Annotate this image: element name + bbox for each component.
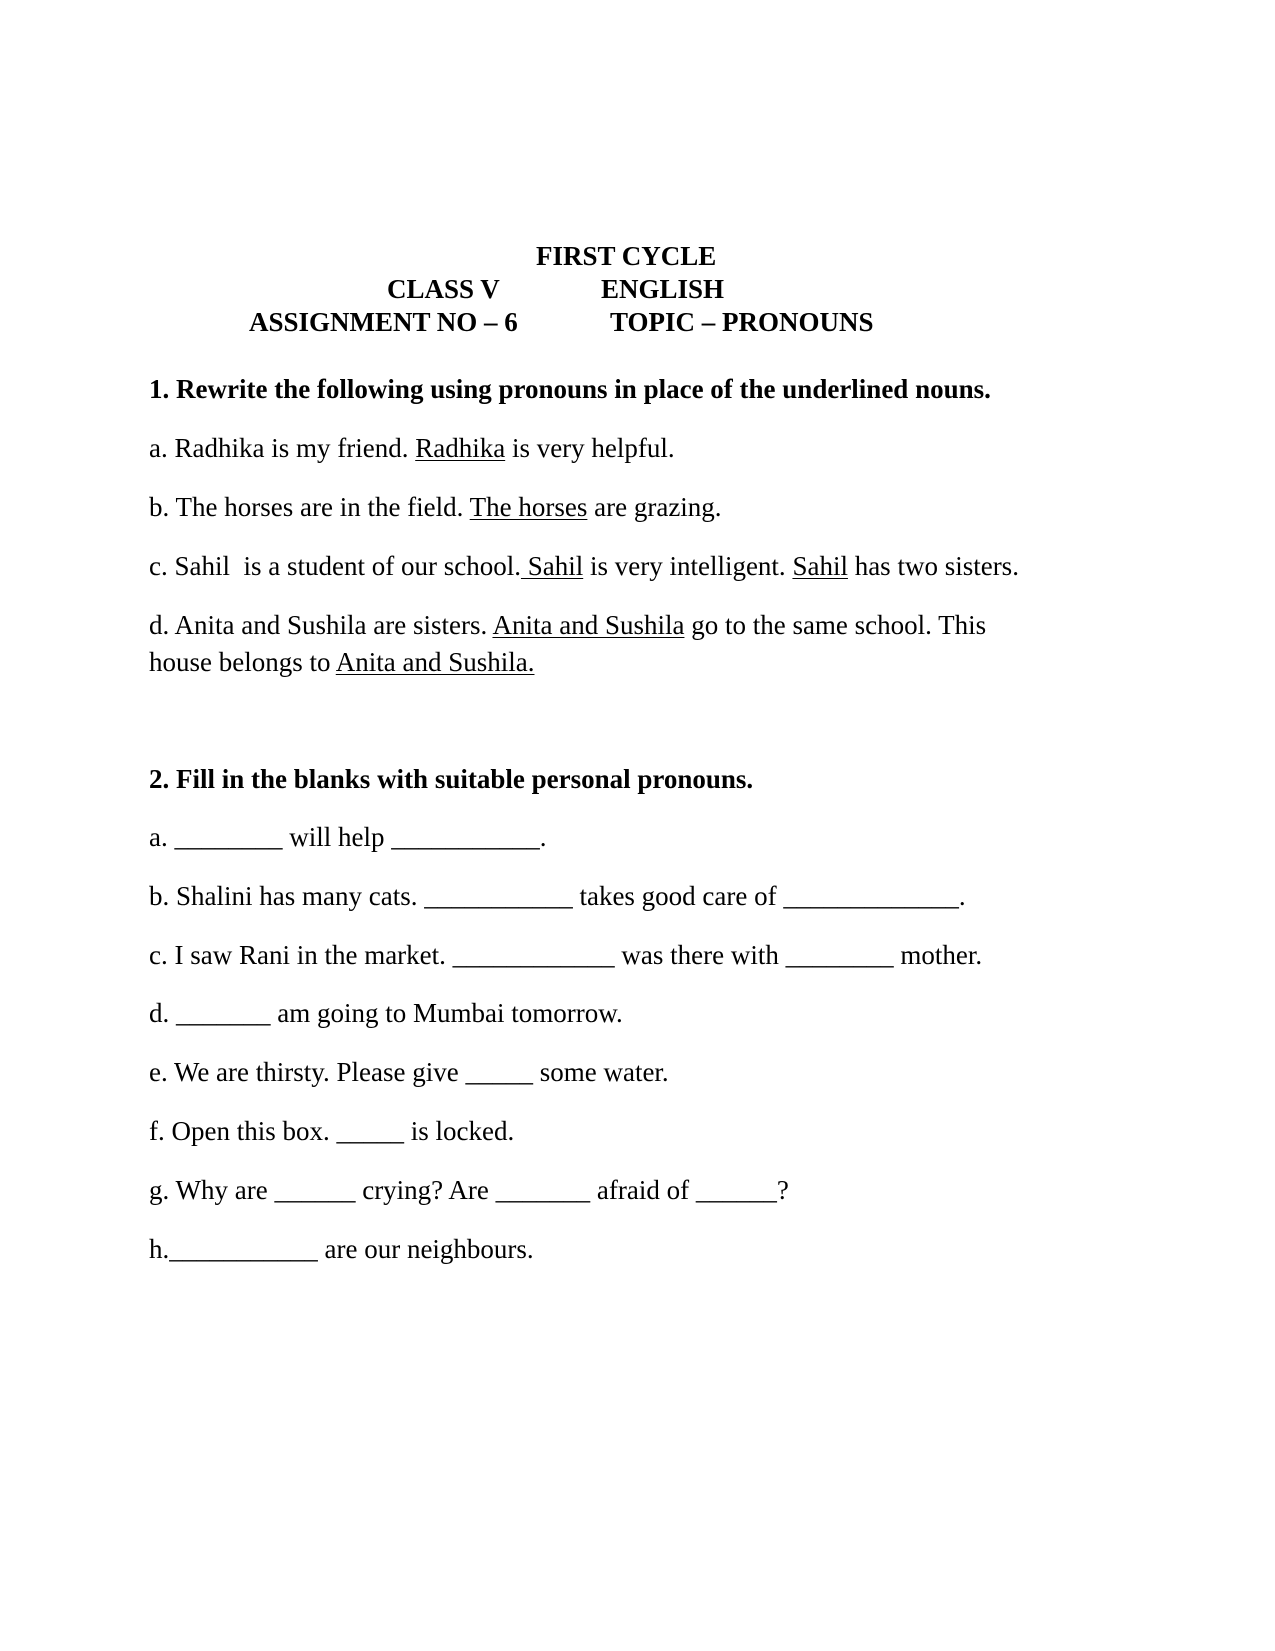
q1c-text-1: c. Sahil is a student of our school.: [149, 551, 521, 581]
q1b-underlined-noun: The horses: [469, 492, 588, 522]
q1c-text-3: has two sisters.: [847, 551, 1019, 581]
question-2e: e. We are thirsty. Please give _____ some water.: [149, 1057, 669, 1087]
question-2d: d. _______ am going to Mumbai tomorrow.: [149, 998, 623, 1028]
question-1d-line-2: [149, 649, 534, 676]
question-2a: a. ________ will help ___________.: [149, 822, 547, 852]
q1c-underlined-noun-2: Sahil: [792, 551, 848, 581]
q1b-text-2: are grazing.: [587, 492, 722, 522]
question-2c: c. I saw Rani in the market. ____________ was there with ________ mother.: [149, 940, 983, 970]
q1d-underlined-noun-2: Anita and Sushila.: [335, 647, 535, 677]
question-2g: g. Why are ______ crying? Are _______ afraid of ______?: [149, 1175, 789, 1205]
q1a-text-2: is very helpful.: [505, 433, 675, 463]
q1d-text-2: go to the same school. This: [684, 610, 987, 640]
question-2f: f. Open this box. _____ is locked.: [149, 1116, 515, 1146]
subject-heading: ENGLISH: [601, 274, 725, 304]
question-2-title: 2. Fill in the blanks with suitable personal pronouns.: [149, 764, 754, 794]
assignment-heading: ASSIGNMENT NO – 6: [249, 307, 518, 337]
q1d-text-3: house belongs to: [149, 647, 336, 677]
question-1a: [149, 435, 675, 462]
q1d-text-1: d. Anita and Sushila are sisters.: [149, 610, 493, 640]
question-1b: [149, 494, 722, 521]
q1c-text-2: is very intelligent.: [583, 551, 793, 581]
q1c-underlined-noun-1: Sahil: [520, 551, 584, 581]
cycle-heading: FIRST CYCLE: [536, 241, 717, 271]
class-heading: CLASS V: [387, 274, 500, 304]
question-2b: b. Shalini has many cats. ___________ takes good care of _____________.: [149, 881, 966, 911]
question-2h: h.___________ are our neighbours.: [149, 1234, 534, 1264]
question-1-title: 1. Rewrite the following using pronouns in place of the underlined nouns.: [149, 374, 991, 404]
q1a-underlined-noun: Radhika: [415, 433, 506, 463]
question-1c: [149, 553, 1019, 580]
q1b-text-1: b. The horses are in the field.: [149, 492, 470, 522]
q1d-underlined-noun-1: Anita and Sushila: [492, 610, 685, 640]
q1a-text-1: a. Radhika is my friend.: [149, 433, 416, 463]
question-1d-line-1: [149, 612, 986, 639]
topic-heading: TOPIC – PRONOUNS: [610, 307, 874, 337]
